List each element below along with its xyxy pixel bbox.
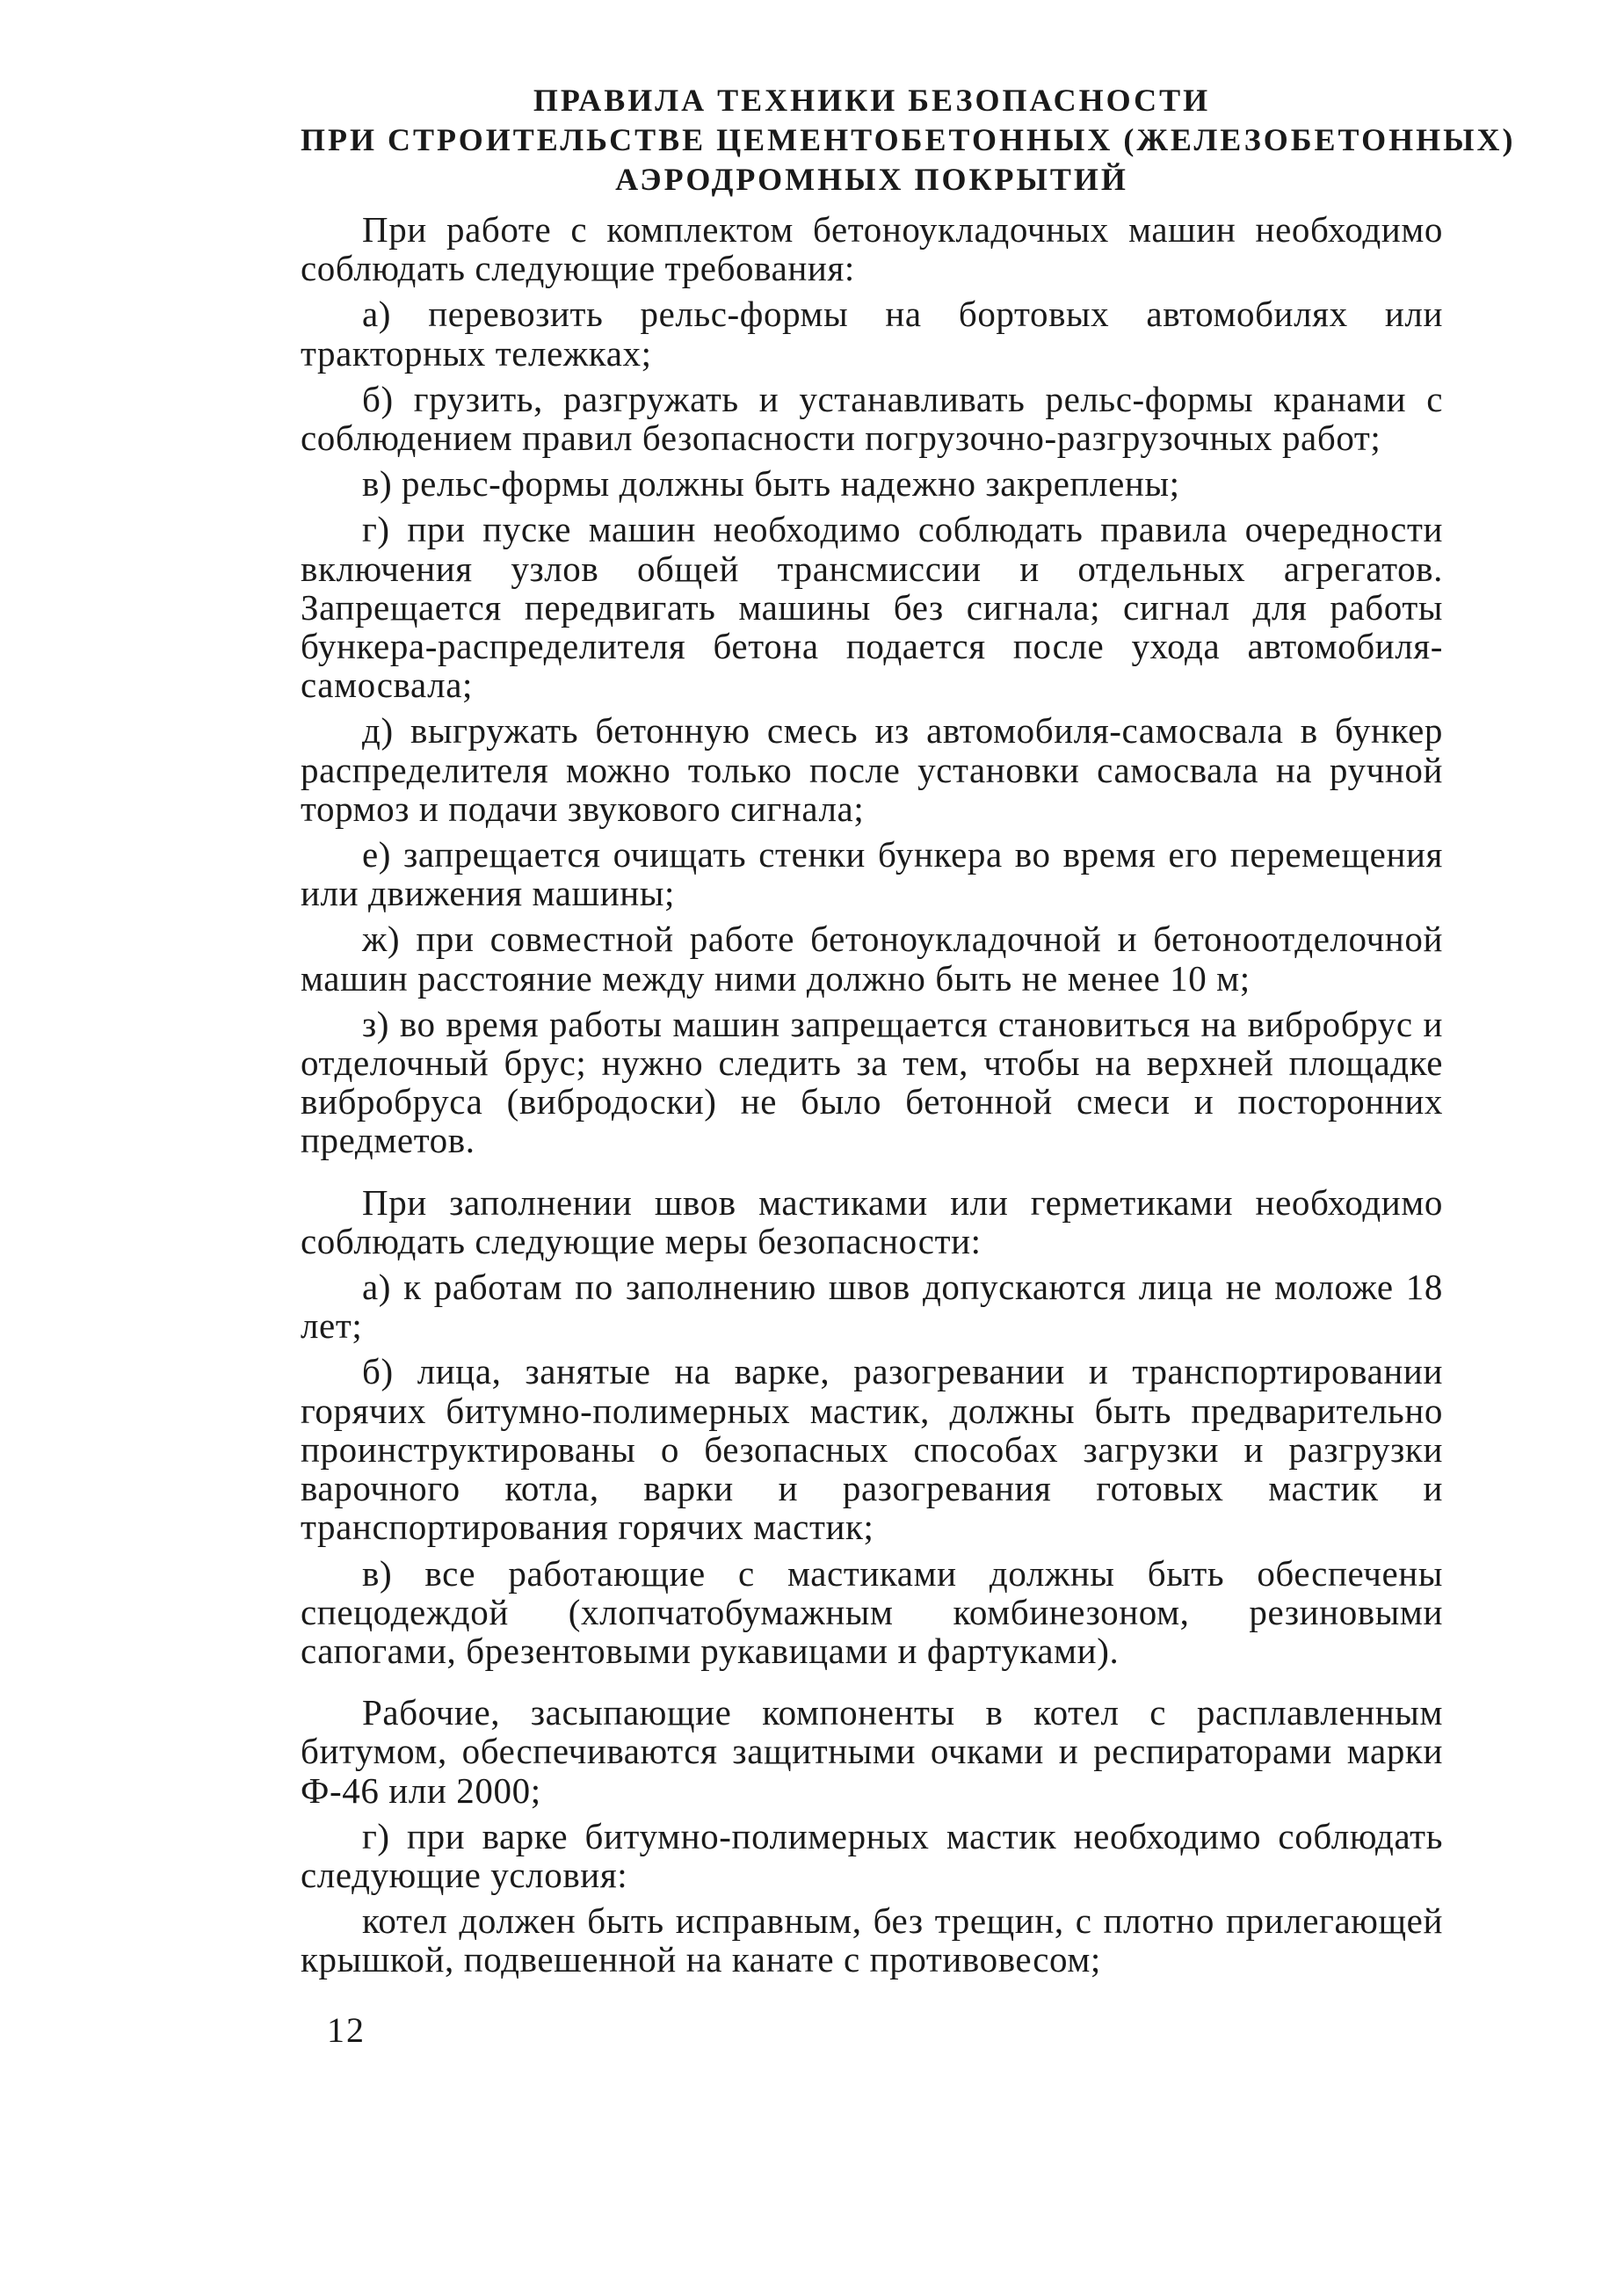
paragraph-boiler: котел должен быть исправным, без трещин, с плотно прилегающей крышкой, подвешенной на канате с противовесом; <box>301 1900 1443 1980</box>
joints-item-b: б) лица, занятые на варке, разогревании и транспортировании горячих битумно-полимерных мастик, должны быть предварительно проинструктированы о безопасных способах загрузки и разгрузки варочного котла, варки и разогревания готовых мастик и транспортирования горячих мастик; <box>301 1351 1443 1548</box>
paragraph-intro-joints: При заполнении швов мастиками или герметиками необходимо соблюдать следующие меры безопасности: <box>301 1181 1443 1261</box>
list-item-v: в) рельс-формы должны быть надежно закреплены; <box>362 463 1180 505</box>
title-line-1: ПРАВИЛА ТЕХНИКИ БЕЗОПАСНОСТИ <box>533 83 1211 118</box>
paragraph-workers: Рабочие, засыпающие компоненты в котел с расплавленным битумом, обеспечиваются защитными очками и респираторами марки Ф-46 или 2000; <box>301 1692 1443 1811</box>
list-item-zh: ж) при совместной работе бетоноукладочной и бетоноотделочной машин расстояние между ними должно быть не менее 10 м; <box>301 919 1443 999</box>
document-body <box>301 210 1443 1980</box>
list-item-d: д) выгружать бетонную смесь из автомобиля-самосвала в бункер распределителя можно только после установки самосвала на ручной тормоз и подачи звукового сигнала; <box>301 710 1443 829</box>
document-title <box>301 81 1516 200</box>
list-item-g: г) при пуске машин необходимо соблюдать правила очередности включения узлов общей трансмиссии и отдельных агрегатов. Запрещается передвигать машины без сигнала; сигнал для работы бункера-распределителя бетона подается после ухода автомобиля-самосвала; <box>301 509 1443 706</box>
document-page <box>301 81 1516 1980</box>
joints-item-a: а) к работам по заполнению швов допускаются лица не моложе 18 лет; <box>301 1267 1443 1347</box>
paragraph-intro-machines: При работе с комплектом бетоноукладочных машин необходимо соблюдать следующие требования: <box>301 209 1443 289</box>
joints-item-v: в) все работающие с мастиками должны быть обеспечены спецодеждой (хлопчатобумажным комбинезоном, резиновыми сапогами, брезентовыми рукавицами и фартуками). <box>301 1552 1443 1671</box>
list-item-a: а) перевозить рельс-формы на бортовых автомобилях или тракторных тележках; <box>301 294 1443 374</box>
title-line-3: АЭРОДРОМНЫХ ПОКРЫТИЙ <box>615 162 1128 197</box>
list-item-z: з) во время работы машин запрещается становиться на вибробрус и отделочный брус; нужно следить за тем, чтобы на верхней площадке вибробруса (вибродоски) не было бетонной смеси и посторонних предметов. <box>301 1003 1443 1161</box>
list-item-e: е) запрещается очищать стенки бункера во время его перемещения или движения машины; <box>301 834 1443 914</box>
joints-item-g: г) при варке битумно-полимерных мастик необходимо соблюдать следующие условия: <box>301 1815 1443 1895</box>
title-line-2: ПРИ СТРОИТЕЛЬСТВЕ ЦЕМЕНТОБЕТОННЫХ (ЖЕЛЕЗОБЕТОННЫХ) <box>301 122 1516 157</box>
page-number: 12 <box>327 2010 366 2050</box>
list-item-b: б) грузить, разгружать и устанавливать рельс-формы кранами с соблюдением правил безопасности погрузочно-разгрузочных работ; <box>301 378 1443 459</box>
